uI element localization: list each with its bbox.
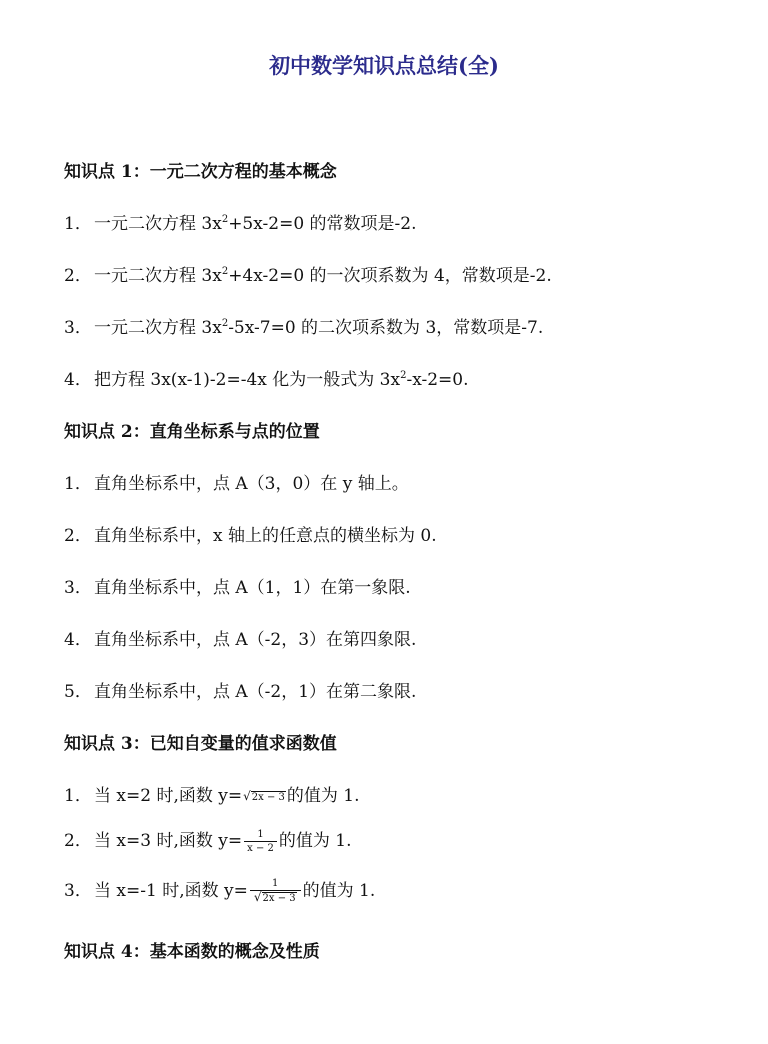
item-number: 1． — [64, 214, 92, 234]
item-number: 4． — [64, 630, 92, 650]
item-text: 直角坐标系中，x 轴上的任意点的横坐标为 0. — [94, 526, 437, 546]
list-item — [64, 209, 417, 234]
radicand: 2x − 3 — [251, 792, 285, 803]
denominator — [250, 891, 301, 906]
item-number: 1． — [64, 474, 92, 494]
item-number: 2． — [64, 266, 92, 286]
superscript: 2 — [221, 214, 229, 225]
item-text: 一元二次方程 3x — [94, 266, 222, 286]
page-title: 初中数学知识点总结(全) — [269, 53, 499, 78]
fraction — [250, 877, 301, 906]
item-text: 直角坐标系中，点 A（1，1）在第一象限. — [94, 578, 411, 598]
item-number: 4． — [64, 370, 92, 390]
list-item — [64, 573, 411, 598]
item-number: 2． — [64, 526, 92, 546]
item-text: 的值为 1. — [278, 831, 352, 851]
numerator: 1 — [250, 877, 301, 891]
item-text: -5x-7=0 的二次项系数为 3，常数项是-7. — [228, 318, 544, 338]
list-item — [64, 469, 409, 494]
superscript: 2 — [400, 370, 407, 381]
list-item — [64, 625, 416, 650]
item-number: 5． — [64, 682, 92, 702]
item-number: 3． — [64, 881, 92, 901]
section-heading-2: 知识点 2：直角坐标系与点的位置 — [64, 422, 320, 442]
list-item — [64, 826, 352, 855]
item-text: 把方程 3x(x-1)-2=-4x 化为一般式为 3x — [94, 370, 401, 390]
item-text: 直角坐标系中，点 A（-2，3）在第四象限. — [94, 630, 417, 650]
item-number: 3． — [64, 578, 92, 598]
item-text: 直角坐标系中，点 A（-2，1）在第二象限. — [94, 682, 417, 702]
item-number: 1． — [64, 786, 92, 806]
item-number: 2． — [64, 831, 92, 851]
list-item — [64, 876, 375, 906]
item-text: 的值为 1. — [286, 786, 360, 806]
square-root: √2x − 3 — [243, 789, 285, 803]
section-heading-4: 知识点 4：基本函数的概念及性质 — [64, 942, 320, 962]
item-text: 当 x=2 时,函数 y= — [94, 786, 243, 806]
list-item — [64, 677, 416, 702]
item-text: 当 x=-1 时,函数 y= — [94, 881, 248, 901]
denominator: x − 2 — [247, 843, 274, 854]
fraction — [244, 828, 277, 855]
section-heading-3: 知识点 3：已知自变量的值求函数值 — [64, 734, 337, 754]
item-text: 一元二次方程 3x — [94, 318, 222, 338]
list-item — [64, 261, 552, 286]
list-item — [64, 313, 543, 338]
list-item — [64, 521, 437, 546]
item-text: 直角坐标系中，点 A（3，0）在 y 轴上。 — [94, 474, 409, 494]
square-root: √2x − 3 — [253, 890, 296, 904]
list-item — [64, 365, 469, 390]
list-item — [64, 781, 360, 806]
item-text: +4x-2=0 的一次项系数为 4，常数项是-2. — [228, 266, 552, 286]
item-text: 当 x=3 时,函数 y= — [94, 831, 243, 851]
item-text: 一元二次方程 3x — [94, 214, 222, 234]
superscript: 2 — [221, 266, 229, 277]
item-text: -x-2=0. — [406, 370, 469, 390]
superscript: 2 — [221, 318, 229, 329]
section-heading-1: 知识点 1：一元二次方程的基本概念 — [64, 162, 337, 182]
item-text: 的值为 1. — [302, 881, 376, 901]
radicand: 2x − 3 — [262, 893, 296, 904]
item-number: 3． — [64, 318, 92, 338]
numerator: 1 — [244, 828, 277, 842]
item-text: +5x-2=0 的常数项是-2. — [228, 214, 417, 234]
